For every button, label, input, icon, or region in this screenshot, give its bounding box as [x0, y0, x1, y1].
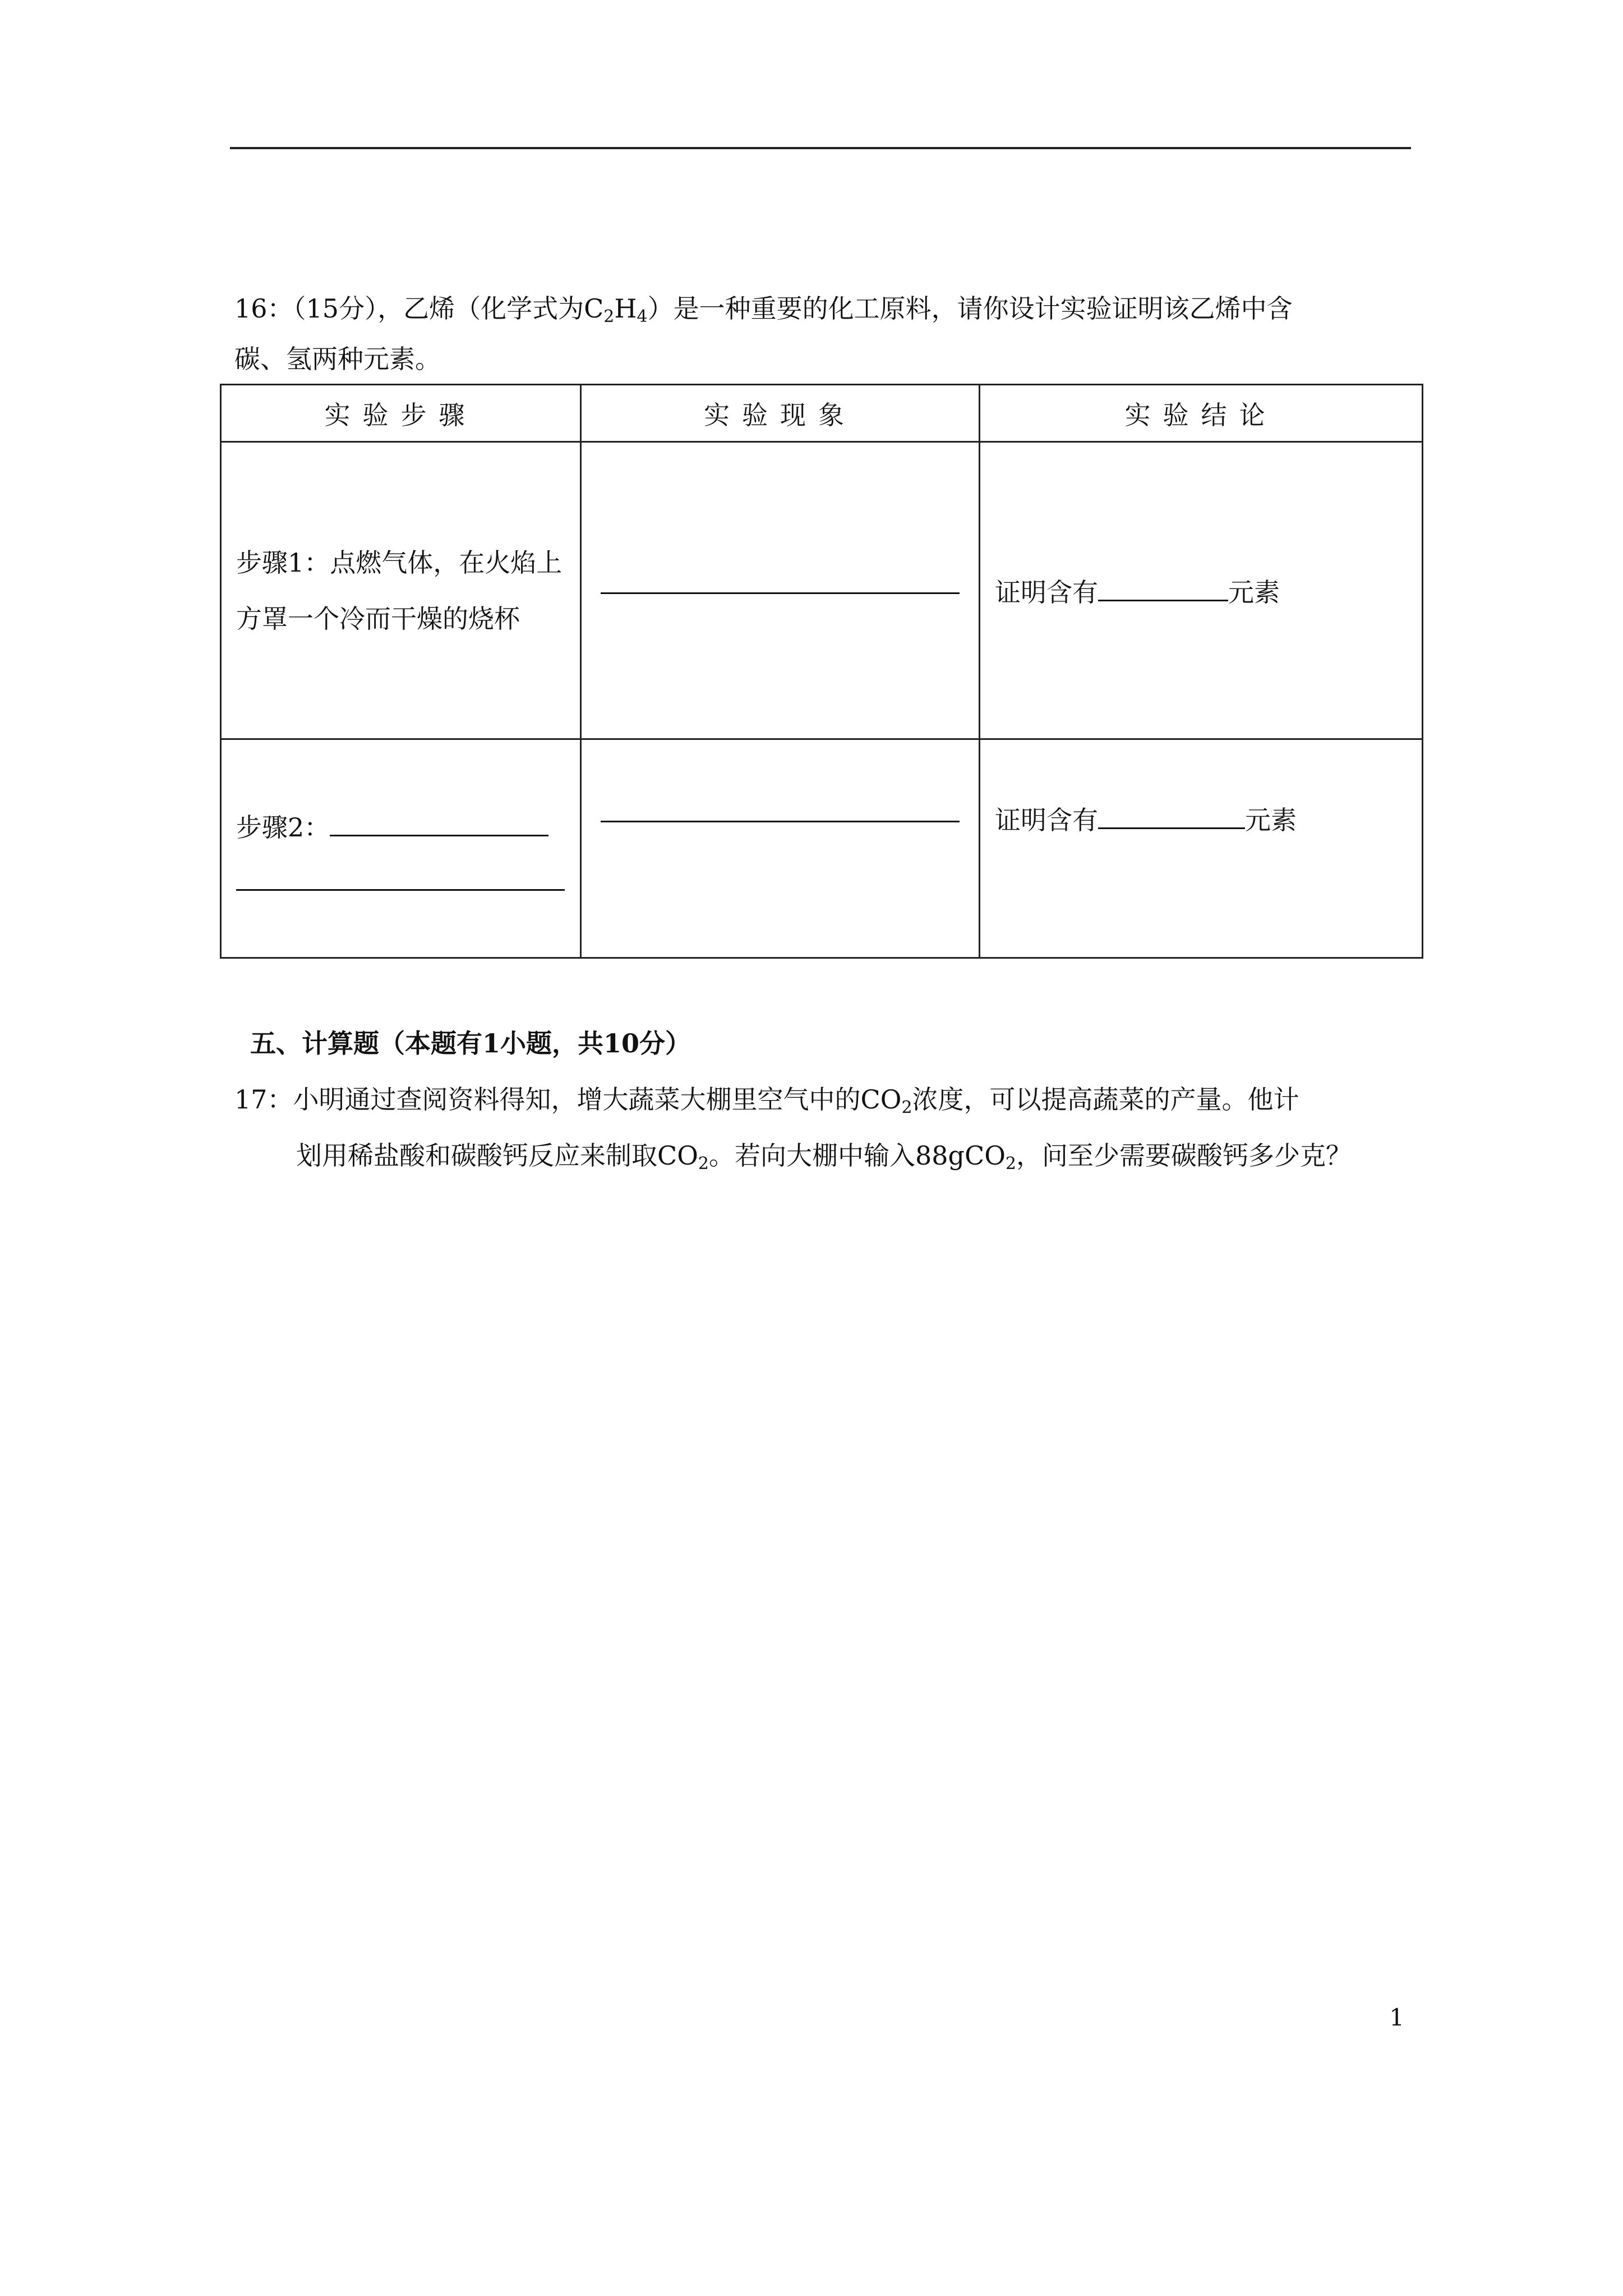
phenomenon2-cell — [581, 739, 980, 958]
phenomenon1-cell — [581, 442, 980, 739]
formula-subscript: 2 — [603, 307, 615, 326]
section5-heading: 五、计算题（本题有1小题，共10分） — [250, 1028, 691, 1059]
question17-line1-suffix: 浓度，可以提高蔬菜的产量。他计 — [912, 1084, 1299, 1115]
experiment-table — [220, 384, 1423, 959]
question16-mid: H — [614, 293, 637, 324]
formula-subscript: 4 — [637, 307, 648, 326]
header-steps: 实验步骤 — [221, 385, 581, 442]
step1-cell — [221, 442, 581, 739]
conclusion2-prefix: 证明含有 — [995, 804, 1098, 835]
conclusion1-prefix: 证明含有 — [995, 577, 1098, 608]
table-row — [221, 739, 1423, 958]
header-conclusion: 实验结论 — [980, 385, 1423, 442]
step2-blank-line2[interactable] — [236, 884, 565, 891]
question17-line2-b: 。若向大棚中输入88gCO — [709, 1140, 1006, 1171]
question16-line2: 碳、氢两种元素。 — [234, 344, 441, 374]
question17-line2 — [296, 1139, 1352, 1172]
question17-line2-a: 划用稀盐酸和碳酸钙反应来制取CO — [296, 1140, 698, 1171]
conclusion2-blank[interactable] — [1098, 799, 1245, 829]
formula-subscript: 2 — [698, 1154, 709, 1174]
header-phenomena: 实验现象 — [581, 385, 980, 442]
question17-line1 — [234, 1083, 1299, 1116]
question17-line2-c: ，问至少需要碳酸钙多少克？ — [1016, 1140, 1352, 1171]
conclusion2-cell — [980, 739, 1423, 958]
step2-label: 步骤2： — [236, 812, 330, 843]
conclusion1-blank[interactable] — [1098, 572, 1228, 601]
phenomenon1-blank[interactable] — [601, 587, 960, 594]
question16-line1 — [234, 292, 1293, 325]
conclusion2-suffix: 元素 — [1245, 804, 1297, 835]
step2-cell — [221, 739, 581, 958]
phenomenon2-blank[interactable] — [601, 815, 960, 822]
step1-text: 步骤1：点燃气体，在火焰上方罩一个冷而干燥的烧杯 — [236, 547, 562, 634]
question17-line1-prefix: 17：小明通过查阅资料得知，增大蔬菜大棚里空气中的CO — [234, 1084, 902, 1115]
conclusion1-cell — [980, 442, 1423, 739]
formula-subscript: 2 — [1005, 1154, 1016, 1174]
step2-blank[interactable] — [330, 807, 548, 836]
formula-subscript: 2 — [901, 1098, 912, 1117]
table-header-row — [221, 385, 1423, 442]
table-row — [221, 442, 1423, 739]
question16-prefix: 16：（15分），乙烯（化学式为C — [234, 293, 604, 324]
conclusion1-suffix: 元素 — [1228, 577, 1280, 608]
question16-suffix: ）是一种重要的化工原料，请你设计实验证明该乙烯中含 — [647, 293, 1293, 324]
header-rule — [230, 147, 1411, 149]
page-number: 1 — [1389, 2004, 1404, 2031]
